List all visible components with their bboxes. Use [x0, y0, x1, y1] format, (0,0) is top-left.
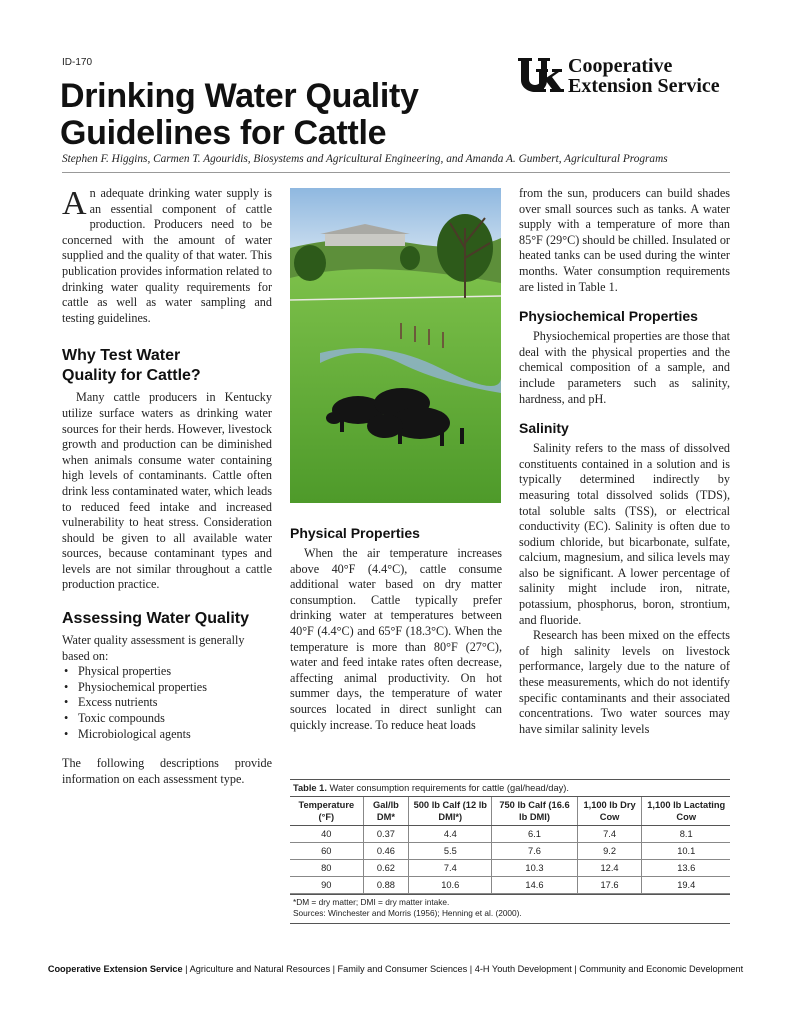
footer-programs: | Agriculture and Natural Resources | Family and Consumer Sciences | 4-H Youth Development | Community and Economic Development — [182, 964, 744, 974]
table-row: 90 0.88 10.6 14.6 17.6 19.4 — [290, 877, 730, 894]
col-header: Gal/lb DM* — [363, 797, 409, 826]
page-title — [60, 78, 500, 152]
assess-follow-paragraph: The following descriptions provide information on each assessment type. — [62, 756, 272, 786]
physiochemical-paragraph: Physiochemical properties are those that deal with the physical properties and the chemical composition of a sample, and include parameters such as salinity, hardness, and pH. — [519, 329, 730, 406]
column-2 — [290, 516, 502, 733]
physical-paragraph: When the air temperature increases above 40°F (4.4°C), cattle consume additional water based on dry matter consumption. Cattle typically prefer drinking water at temperatures between 40°F (4.4°C) and 65°F (18.3°C). When the temperature is more than 80°F (27°C), water and feed intake rates often decrease, affecting animal productivity. On hot summer days, the temperature of water sources located in direct sunlight can quickly increase. To reduce heat loads — [290, 546, 502, 732]
extension-logo — [516, 55, 736, 97]
table-header-row — [290, 797, 730, 826]
water-consumption-table — [290, 779, 730, 924]
table-row: 80 0.62 7.4 10.3 12.4 13.6 — [290, 860, 730, 877]
drop-cap: A — [62, 185, 87, 222]
salinity-paragraph-1: Salinity refers to the mass of dissolved constituents contained in a solution and is typically determined indirectly by measuring total dissolved solids (TDS), total soluble salts (TSS), or electrical conductivity (EC). Salinity is often due to sodium chloride, but bicarbonate, sulfate, calcium, magnesium, and silica levels may also be significant. A lower percentage of salinity might include iron, nitrate, potassium, phosphorus, boron, strontium, and fluoride. — [519, 441, 730, 627]
salinity-paragraph-2: Research has been mixed on the effects of high salinity levels on livestock performance, largely due to the nature of these measurements, which do not identify specific contaminants and their associated concentrations. Two water sources may have similar salinity levels — [519, 628, 730, 736]
heading-salinity: Salinity — [519, 420, 569, 437]
list-item: • Physical properties — [62, 664, 272, 680]
title-line-2: Guidelines for Cattle — [60, 114, 387, 152]
table-caption: Table 1. Water consumption requirements for cattle (gal/head/day). — [290, 780, 730, 797]
cattle-pasture-photo — [290, 188, 501, 503]
list-item: • Physiochemical properties — [62, 680, 272, 696]
table-row: 40 0.37 4.4 6.1 7.4 8.1 — [290, 826, 730, 843]
list-item: • Excess nutrients — [62, 695, 272, 711]
column-3 — [519, 186, 730, 737]
table-row: 60 0.46 5.5 7.6 9.2 10.1 — [290, 843, 730, 860]
document-id: ID-170 — [62, 57, 93, 68]
footer-brand: Cooperative Extension Service — [47, 964, 183, 974]
col-header: 750 lb Calf (16.6 lb DMI) — [492, 797, 577, 826]
uk-logo-mark-icon — [516, 55, 564, 97]
heading-why-test: Why Test Water Quality for Cattle? — [62, 347, 201, 385]
list-item: • Microbiological agents — [62, 727, 272, 743]
col-header: 500 lb Calf (12 lb DMI*) — [409, 797, 492, 826]
header-rule — [62, 172, 730, 173]
heading-assessing: Assessing Water Quality — [62, 610, 250, 628]
intro-paragraph: An adequate drinking water supply is an essential component of cattle production. Producers need to be concerned with the amount of water supplied and the quality of that water. This publication provides information related to drinking water quality requirements for cattle as well as water sampling and testing guidelines. — [62, 185, 272, 325]
column-1 — [62, 186, 272, 787]
page-footer — [0, 964, 791, 974]
heading-physical-properties: Physical Properties — [290, 525, 420, 541]
heading-physiochemical: Physiochemical Properties — [519, 308, 698, 325]
logo-line-2: Extension Service — [568, 75, 720, 97]
col-header: Temperature (°F) — [290, 797, 363, 826]
table-note-abbrev: *DM = dry matter; DMI = dry matter intake. — [293, 897, 450, 907]
col-header: 1,100 lb Lactating Cow — [642, 797, 730, 826]
col-header: 1,100 lb Dry Cow — [577, 797, 642, 826]
authors-line: Stephen F. Higgins, Carmen T. Agouridis, Biosystems and Agricultural Engineering, and Amanda A. Gumbert, Agricultural Programs — [62, 153, 668, 165]
assess-paragraph: Water quality assessment is generally based on: — [62, 633, 245, 663]
list-item: • Toxic compounds — [62, 711, 272, 727]
logo-line-1: Cooperative — [568, 55, 673, 77]
why-test-paragraph: Many cattle producers in Kentucky utilize surface waters as drinking water sources for their herds. However, livestock growth and production can be diminished when animals consume water containing high levels of contaminants. Cattle often drink less contaminated water, which leads to reduced feed intake and increased vulnerability to heat stress. Consideration should be given to all available water sources, because contaminant types and levels are not similar throughout a cattle production practice. — [62, 390, 272, 592]
table-note-sources: Sources: Winchester and Morris (1956); Henning et al. (2000). — [293, 908, 522, 918]
table-notes — [290, 894, 730, 923]
title-line-1: Drinking Water Quality — [60, 77, 419, 115]
continued-paragraph: from the sun, producers can build shades over small sources such as tanks. A water supply with a temperature of more than 85°F (29°C) should be chilled. Insulated or heated tanks can be used during the winter months. Water consumption requirements are listed in Table 1. — [519, 186, 730, 294]
assessment-list — [62, 664, 272, 742]
